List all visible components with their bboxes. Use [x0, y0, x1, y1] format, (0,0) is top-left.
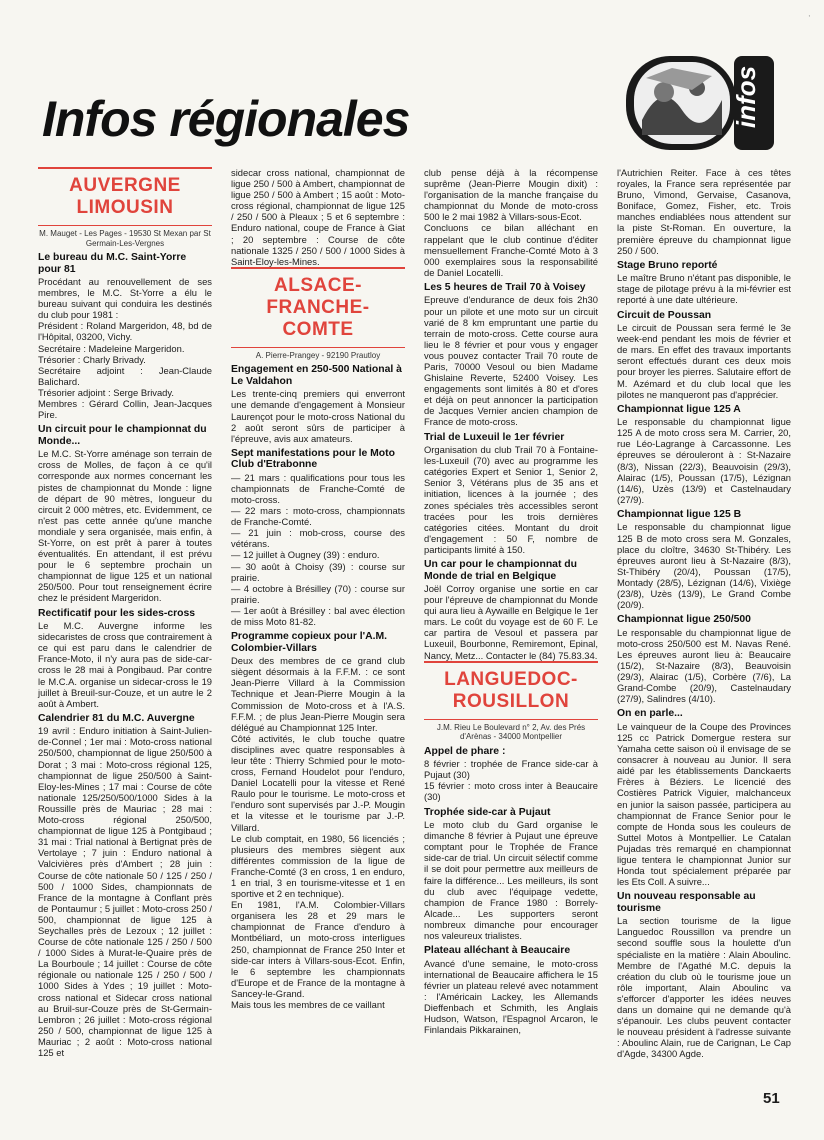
paragraph: Président : Roland Margeridon, 48, bd de l'Hôpital, 03200, Vichy.: [38, 320, 212, 343]
paragraph: Trésorier adjoint : Serge Brivady.: [38, 386, 174, 398]
paragraph: La section tourisme de la ligue Languedoc Roussillon va prendre un second souffle sous la houlette d'un spécialiste en la matière : Alain Aboulinc. Membre de l'Agathé M.C. depuis la création du club où le tourisme joue un rôle important, Alain Aboulinc va s'efforcer d'apporter les idées neuves dans un domaine qui ne demande qu'à s'épanouir. Les clubs peuvent contacter le nouveau président à l'adresse suivante : Aboulinc Alain, rue de Carignan, Le Cap d'Agde, 34300 Agde.: [617, 915, 791, 1060]
article-heading: Championnat ligue 125 B: [617, 508, 742, 520]
column-3: [424, 167, 598, 1035]
paragraph: Le club comptait, en 1980, 56 licenciés ; plusieurs des membres siègent aux différentes commission de la ligue de Franche-Comté (3 en cross, 1 en enduro, 1 en trial, 3 en tourisme-vitesse et 1 en sportive et 2 en technique).: [231, 832, 405, 900]
paragraph: sidecar cross national, championnat de ligue 250 / 500 à Ambert, championnat de ligue 250 / 500 à Ambert ; 15 août : Moto-cross régional, championnat de ligue 125 / 250 / 500 à Pleaux ; 5 et 6 septembre : Enduro national, coupe de France à Giat ; 20 septembre : Course de côte nationale 1325 / 250 / 500 / 1000 Sides à Saint-Eloy-les-Mines.: [231, 167, 405, 267]
paragraph: Secrétaire adjoint : Jean-Claude Balichard.: [38, 364, 212, 387]
page-number: 51: [763, 1090, 780, 1107]
region-header: [424, 661, 598, 742]
paragraph: — 30 août à Choisy (39) : course sur prairie.: [231, 560, 405, 583]
paragraph: — 1er août à Brésilley : bal avec élection de miss Moto 81-82.: [231, 604, 405, 628]
article-heading: Programme copieux pour l'A.M. Colombier-Villars: [231, 631, 388, 654]
paragraph: Le circuit de Poussan sera fermé le 3e week-end pendant les mois de février et de mars. En effet des travaux importants seront effectués durant ces deux mois pour broyer les pierres. Salutaire effort de M. Azémard et du club local que les pilotes ne manqueront pas d'apprécier.: [617, 322, 791, 400]
paragraph: En 1981, l'A.M. Colombier-Villars organisera les 28 et 29 mars le championnat de France d'enduro à Montbéliard, un moto-cross interligues 250, championnat de France 250 Inter et side-car inters à Villars-sous-Ecot. Enfin, le 6 septembre les championnats d'Europe et de France de la montagne à Sancey-le-Grand.: [231, 899, 405, 999]
page-title: Infos régionales: [42, 91, 410, 147]
article-heading: Les 5 heures de Trail 70 à Voisey: [424, 281, 586, 293]
paragraph: Le M.C. Auvergne informe les sidecaristes de cross que contrairement à ce qui est paru dans le calendrier de France-Moto, il n'y aura pas de side-car-cross le 28 mai à Pongibaud. Par contre le M.C.A. organise un sidecar-cross le 19 juillet à Breuil-sur-Couze, et un autre le 2 août à Ambert.: [38, 620, 212, 709]
article-heading: Calendrier 81 du M.C. Auvergne: [38, 712, 195, 724]
paragraph: Mais tous les membres de ce vaillant: [231, 999, 385, 1011]
paragraph: — 12 juillet à Ougney (39) : enduro.: [231, 549, 380, 561]
paragraph: — 22 mars : moto-cross, championnats de Franche-Comté.: [231, 505, 405, 528]
article-heading: Sept manifestations pour le Moto Club d'Etrabonne: [231, 447, 395, 471]
paragraph: 8 février : trophée de France side-car à Pujaut (30): [424, 758, 598, 781]
article-heading: Un nouveau responsable au tourisme: [617, 891, 756, 914]
article-heading: Stage Bruno reporté: [617, 259, 718, 271]
article-heading: Un car pour le championnat du Monde de trial en Belgique: [424, 559, 577, 582]
column-1: [38, 167, 212, 1058]
paragraph: club pense déjà à la récompense suprême (Jean-Pierre Mougin dixit) : l'organisation de la manche française du championnat du Monde de moto-cross 500 le 2 mai 1982 à Villars-sous-Ecot.: [424, 167, 598, 223]
paragraph: — 21 mars : qualifications pour tous les championnats de Franche-Comté de moto-cross.: [231, 471, 405, 505]
article-heading: Circuit de Poussan: [617, 309, 712, 321]
paragraph: l'Autrichien Reiter. Face à ces têtes royales, la France sera représentée par Bruno, Vimond, Gervaise, Casanova, Boniface, Gomez, Fisher, etc. Trois manches endiablées nous attendent sur la piste St-Roman. En ouverture, la première épreuve du championnat ligue 250 / 500.: [617, 167, 791, 256]
paragraph: Organisation du club Trail 70 à Fontaine-les-Luxeuil (70) avec au programme les catégories Expert et Senior 1, Senior 2, Senior 3, Vétérans plus de 35 ans et initiation, licences à la journée ; des zones spéciales très accessibles seront tracées pour les trois dernières catégories citées. Montant du droit d'engagement : 50 F, nombre de participants limité à 150.: [424, 444, 598, 555]
paragraph: Le responsable du championnat ligue 125 B de moto cross sera M. Gonzales, place du cloître, 34630 St-Thibéry. Les épreuves auront lieu à St-Nazaire (8/3), St-Thibéry (20/4), Poussan (17/5), Montady (28/5), Lézignan (14/6), Vixiège (23/8), Uzès (13/9), Le Grand Combe (20/9).: [617, 521, 791, 611]
paragraph: Les trente-cinq premiers qui enverront une demande d'engagement à Monsieur Laurençot pour le moto-cross National du 2 août seront sûrs de participer à l'épreuve, avis aux amateurs.: [231, 388, 405, 444]
paragraph: — 4 octobre à Brésilley (70) : course sur prairie.: [231, 582, 405, 605]
corner-mark: ': [808, 14, 810, 23]
article-heading: On en parle...: [617, 708, 683, 720]
paragraph: Concluons ce bilan alléchant en rappelant que le club continue d'éditer mensuellement Franche-Comté Moto à 3 000 exemplaires sous la responsabilité de Daniel Locatelli.: [424, 222, 598, 278]
paragraph: Côté activités, le club touche quatre disciplines avec quatre responsables à leur tête : Thierry Schmied pour le moto-cross, Fernand Houdelot pour l'enduro, Daniel Locatelli pour la vitesse et René Raulo pour le tourisme. Le moto-cross et l'enduro sont supervisés par J.-P. Mougin et la vitesse et le tourisme par J.-P. Villard.: [231, 732, 405, 833]
paragraph: Deux des membres de ce grand club siègent désormais à la F.F.M. : ce sont Jean-Pierre Villard à la Commission Technique et Jean-Pierre Mougin à la Commission de Moto-cross et à l'A.S. F.F.M. ; de plus Jean-Pierre Mougin sera délégué au Championnat 125 Inter.: [231, 655, 405, 733]
article-heading: Championnat ligue 125 A: [617, 403, 741, 415]
paragraph: — 21 juin : mob-cross, course des vétérans.: [231, 527, 405, 550]
paragraph: Le moto club du Gard organise le dimanche 8 février à Pujaut une épreuve comptant pour le Trophée de France side-car de trial. Un circuit sélectif comme il se doit pour permettre aux meilleurs de faire la différence... Les meilleurs, ils sont du club avec l'équipage vedette, champion de France 1980 : Borrely-Alcade... Les supporters seront nombreux dimanche pour encourager nos valeureux trialistes.: [424, 819, 598, 941]
paragraph: Le maître Bruno n'étant pas disponible, le stage de pilotage prévu à la mi-février est reporté à une date ultérieure.: [617, 272, 791, 306]
paragraph: Secrétaire : Madeleine Margeridon.: [38, 342, 185, 354]
article-heading: Un circuit pour le championnat du Monde...: [38, 424, 207, 447]
paragraph: Le responsable du championnat ligue 125 A de moto cross sera M. Carrier, 20, rue Léo-Lagrange à Carcassonne. Les épreuves se dérouleront à : St-Nazaire (8/3), Nissan (22/3), Beauvoisin (29/3), Alairac (1/5), Poussan (17/5), Lézignan (14/6), Uzès (13/9) et Castelnaudary (27/9).: [617, 416, 791, 505]
article-heading: Championnat ligue 250/500: [617, 614, 751, 626]
paragraph: Joël Corroy organise une sortie en car pour l'épreuve de championnat du Monde qui aura lieu à Aywaille en Belgique le 1er mars. Le coût du voyage est de 60 F. Le car partira de Vesoul et passera par Luxeuil, Bourbonne, Remiremont, Epinal, Nancy, Metz... Contacter le (84) 75.83.34.: [424, 583, 598, 661]
paragraph: Le vainqueur de la Coupe des Provinces 125 cc Patrick Domergue restera sur Yamaha cette saison où il envisage de se consacrer à nouveau au Junior. Il sera aidé par les établissements Danckaerts Frères à Béziers. Le licencié des Costières Patrick Viguier, malchanceux en junior la saison passée, participera au championnat de France Senior pour le compte de Honda sous les couleurs de Suttel Motos à Montpellier. Le Catalan Pujadas très remarqué en championnat ligue tentera le championnat Junior sur Honda tout spécialement préparée par les Ets Coll. A suivre...: [617, 720, 791, 888]
article-heading: Rectificatif pour les sides-cross: [38, 607, 196, 619]
article-heading: Appel de phare :: [424, 745, 506, 757]
region-header: [231, 267, 405, 361]
column-4: [617, 167, 791, 1059]
column-2: [231, 167, 405, 1010]
paragraph: Le M.C. St-Yorre aménage son terrain de cross de Molles, de façon à ce qu'il corresponde aux normes concernant les pistes de championnat du Monde : ligne de départ de 90 mètres, longueur du circuit 2 000 mètres, etc. Evidemment, ce n'est pas cette année qu'une manche mondiale y sera organisée, mais enfin, à St-Yorre, on est prêt à parer à toutes éventualités. En attendant, il est prévu pour le 6 septembre prochain un championnat de ligue 125 et un national 250/500. Pour tout renseignement écrire chez le président Margeridon.: [38, 448, 212, 604]
paragraph: Procédant au renouvellement de ses membres, le M.C. St-Yorre a élu le bureau suivant qui conduira les destinés du club pour 1981 :: [38, 276, 212, 321]
region-address: J.M. Rieu Le Boulevard n° 2, Av. des Prés d'Arènas - 34000 Montpellier: [424, 719, 598, 742]
paragraph: 19 avril : Enduro initiation à Saint-Julien-de-Connel ; 1er mai : Moto-cross national 250/500, championnat de ligue 250/500 à Dorat ; 3 mai : Moto-cross régional 125, championnat de ligue 250/500 à Saint-Eloy-les-Mines ; 17 mai : Course de côte nationale 125/250/500/1000 Sides à la Roussille près de Mauriac ; 28 mai : Moto-cross régional 250/500, championnat de ligue 125 à Pontgibaud ; 31 mai : Trial national à Bertignat près de Vertolaye ; 7 juin : Enduro national à Valcivières près d'Ambert ; 28 juin : Course de côte nationale 50 / 125 / 250 / 500 / 1000 Sides, championnats de France de la montagne à Conflant près de Pontaumur ; 5 juillet : Moto-cross 250 / 500, championnat de ligue 125 à Seychalles près de Lezoux ; 12 juillet : Course de côte nationale 125 / 250 / 500 / 1000 Sides à Murat-le-Quaire près de La Bourboule ; 14 juillet : Course de côte régionale ou nationale 125 / 250 / 500 / 1000 Sides à Ydes ; 19 juillet : Moto-cross national et Sidecar cross national au Bruil-sur-Couze près de St-Germain-Lembron ; 26 juillet : Moto-cross régional 250 / 500, championnat de ligue 125 à Mauriac ; 2 août : Moto-cross national 125 et: [38, 725, 212, 1058]
paragraph: Le responsable du championnat ligue de moto-cross 250/500 est M. Navas René. Les épreuves auront lieu à: Beaucaire (15/2), St-Nazaire (8/3), Beauvoisin (29/3), Alairac (1/5), Corbère (7/6), La Grand-Combe (20/9), Castelnaudary (27/9), Salindres (4/10).: [617, 626, 791, 705]
article-heading: Trial de Luxeuil le 1er février: [424, 431, 565, 443]
region-address: M. Mauget - Les Pages - 19530 St Mexan par St Germain-Les-Vergnes: [38, 225, 212, 248]
article-heading: Trophée side-car à Pujaut: [424, 806, 551, 818]
article-heading: Engagement en 250-500 National à Le Valdahon: [231, 364, 402, 387]
region-address: A. Pierre-Prangey - 92190 Prautloy: [231, 347, 405, 361]
paragraph: Trésorier : Charly Brivady.: [38, 353, 146, 365]
region-header: [38, 167, 212, 248]
paragraph: Membres : Gérard Collin, Jean-Jacques Pire.: [38, 398, 212, 421]
region-name: LANGUEDOC- ROUSILLON: [444, 668, 578, 712]
infos-logo: [622, 50, 778, 156]
article-heading: Le bureau du M.C. Saint-Yorre pour 81: [38, 252, 187, 275]
paragraph: Avancé d'une semaine, le moto-cross international de Beaucaire affichera le 15 février un plateau relevé avec notamment : l'Américain Lackey, les Allemands Dieffenbach et Schmith, les Anglais Hudson, Watson, l'Espagnol Arcaron, le Finlandais Pikkarainen,: [424, 957, 598, 1036]
logo-text: infos: [731, 65, 761, 129]
article-heading: Plateau alléchant à Beaucaire: [424, 945, 571, 957]
region-name: ALSACE- FRANCHE- COMTE: [266, 274, 370, 340]
region-name: AUVERGNE LIMOUSIN: [69, 175, 181, 218]
paragraph: Epreuve d'endurance de deux fois 2h30 pour un pilote et une moto sur un circuit varié de 8 km empruntant une partie du terrain de moto-cross. Cette course aura lieu le 8 février et pour vous y engager vous pouvez contacter Trail 70 route de Paris, 70000 Vesoul ou bien Madame Ghislaine Reverte, 52400 Voisey. Les engagements sont limités à 80 et d'ores et déjà on peut annoncer la participation de Jacques Vernier ancien champion de France de moto-cross.: [424, 294, 598, 428]
paragraph: 15 février : moto cross inter à Beaucaire (30): [424, 780, 598, 803]
